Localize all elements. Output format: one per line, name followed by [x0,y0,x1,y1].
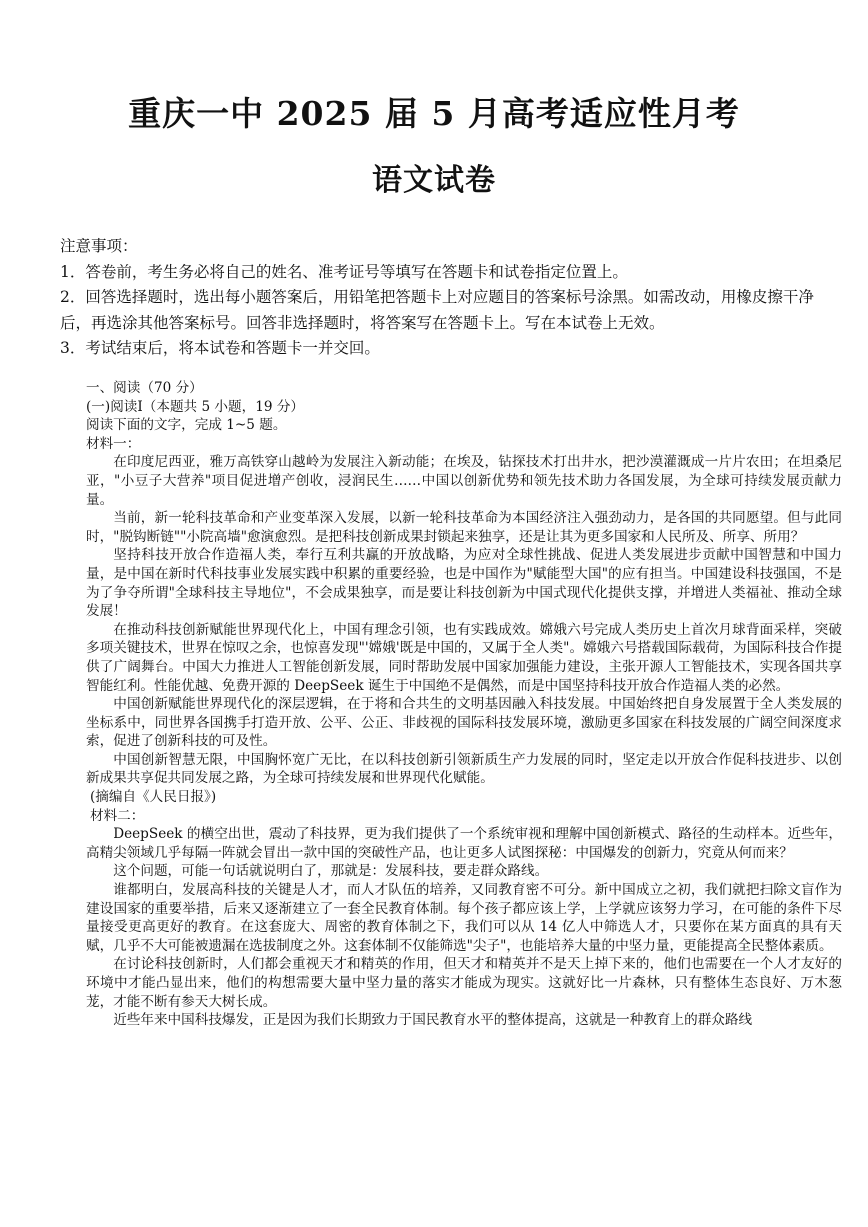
part-heading: (一)阅读Ⅰ（本题共 5 小题，19 分） [86,398,305,415]
reading-section [86,379,842,1030]
exam-subtitle: 语文试卷 [372,163,496,198]
material-paragraph: DeepSeek 的横空出世，震动了科技界，更为我们提供了一个系统审视和理解中国创新模式、路径的生动样本。近些年，高精尖领域几乎每隔一阵就会冒出一款中国的突破性产品，也让更多人试图探秘：中国爆发的创新力，究竟从何而来？ [86,826,842,861]
material-label: 材料二： [90,807,145,824]
material-paragraph: 坚持科技开放合作造福人类，奉行互利共赢的开放战略，为应对全球性挑战、促进人类发展进步贡献中国智慧和中国力量，是中国在新时代科技事业发展实践中积累的重要经验，也是中国作为"赋能型大国"的应有担当。中国建设科技强国，不是为了争夺所谓"全球科技主导地位"，不会成果独享，而是要让科技创新为中国式现代化提供支撑，并增进人类福祉、推动全球发展！ [86,547,842,620]
material-paragraph: 在讨论科技创新时，人们都会重视天才和精英的作用，但天才和精英并不是天上掉下来的，他们也需要在一个人才友好的环境中才能凸显出来，他们的构想需要大量中坚力量的落实才能成为现实。这就好比一片森林，只有整体生态良好、万木葱茏，才能不断有参天大树长成。 [86,956,842,1010]
material-paragraph: 谁都明白，发展高科技的关键是人才，而人才队伍的培养，又同教育密不可分。新中国成立之初，我们就把扫除文盲作为建设国家的重要举措，后来又逐渐建立了一套全民教育体制。每个孩子都应该上学，上学就应该努力学习，在可能的条件下尽量接受更高更好的教育。在这套庞大、周密的教育体制之下，我们可以从 14 亿人中筛选人才，只要你在某方面真的具有天赋，几乎不大可能被遗漏在选拔制度之外。这套体制不仅能筛选"尖子"，也能培养大量的中坚力量，更能提高全民整体素质。 [86,882,842,954]
material-paragraph: 近些年来中国科技爆发，正是因为我们长期致力于国民教育水平的整体提高，这就是一种教育上的群众路线 [113,1012,753,1029]
notice-item: 1．答卷前，考生务必将自己的姓名、准考证号等填写在答题卡和试卷指定位置上。 [60,262,628,281]
material-paragraph: 中国创新赋能世界现代化的深层逻辑，在于将和合共生的文明基因融入科技发展。中国始终把自身发展置于全人类发展的坐标系中，同世界各国携手打造开放、公平、公正、非歧视的国际科技发展环境，激励更多国家在科技发展的广阔空间深度求索，促进了创新科技的可及性。 [86,696,842,750]
material-paragraph: 在推动科技创新赋能世界现代化上，中国有理念引领，也有实践成效。嫦娥六号完成人类历史上首次月球背面采样，突破多项关键技术，世界在惊叹之余，也惊喜发现"'嫦娥'既是中国的，又属于全人类"。嫦娥六号搭载国际载荷，为国际科技合作提供了广阔舞台。中国大力推进人工智能创新发展，同时帮助发展中国家加强能力建设，主张开源人工智能技术，实现各国共享智能红利。性能优越、免费开源的 DeepSeek 诞生于中国绝不是偶然，而是中国坚持科技开放合作造福人类的必然。 [86,621,842,694]
instruction-text: 阅读下面的文字，完成 1~5 题。 [86,417,287,434]
source-note: (摘编自《人民日报》) [90,789,217,806]
material-paragraph: 中国创新智慧无限，中国胸怀宽广无比，在以科技创新引领新质生产力发展的同时，坚定走以开放合作促科技进步、以创新成果共享促共同发展之路，为全球可持续发展和世界现代化赋能。 [86,751,842,787]
notice-section [60,234,842,362]
material-label: 材料一： [86,435,141,452]
exam-title: 重庆一中 2025 届 5 月高考适应性月考 [128,94,740,133]
material-paragraph: 这个问题，可能一句话就说明白了，那就是：发展科技，要走群众路线。 [113,863,549,880]
material-paragraph: 在印度尼西亚，雅万高铁穿山越岭为发展注入新动能；在埃及，钻探技术打出井水，把沙漠灌溉成一片片农田；在坦桑尼亚，"小豆子大营养"项目促进增产创收，浸润民生……中国以创新优势和领先技术助力各国发展，为全球可持续发展贡献力量。 [86,454,842,508]
notice-item: 2．回答选择题时，选出每小题答案后，用铅笔把答题卡上对应题目的答案标号涂黑。如需改动，用橡皮擦干净后，再选涂其他答案标号。回答非选择题时，将答案写在答题卡上。写在本试卷上无效。 [60,288,814,332]
material-paragraph: 当前，新一轮科技革命和产业变革深入发展，以新一轮科技革命为本国经济注入强劲动力，是各国的共同愿望。但与此同时，"脱钩断链""小院高墙"愈演愈烈。是把科技创新成果封锁起来独享，还是让其为更多国家和人民所及、所享、所用？ [86,510,842,545]
section-heading: 一、阅读（70 分） [86,380,203,396]
notice-heading: 注意事项： [60,237,138,255]
notice-item: 3．考试结束后，将本试卷和答题卡一并交回。 [60,339,380,358]
